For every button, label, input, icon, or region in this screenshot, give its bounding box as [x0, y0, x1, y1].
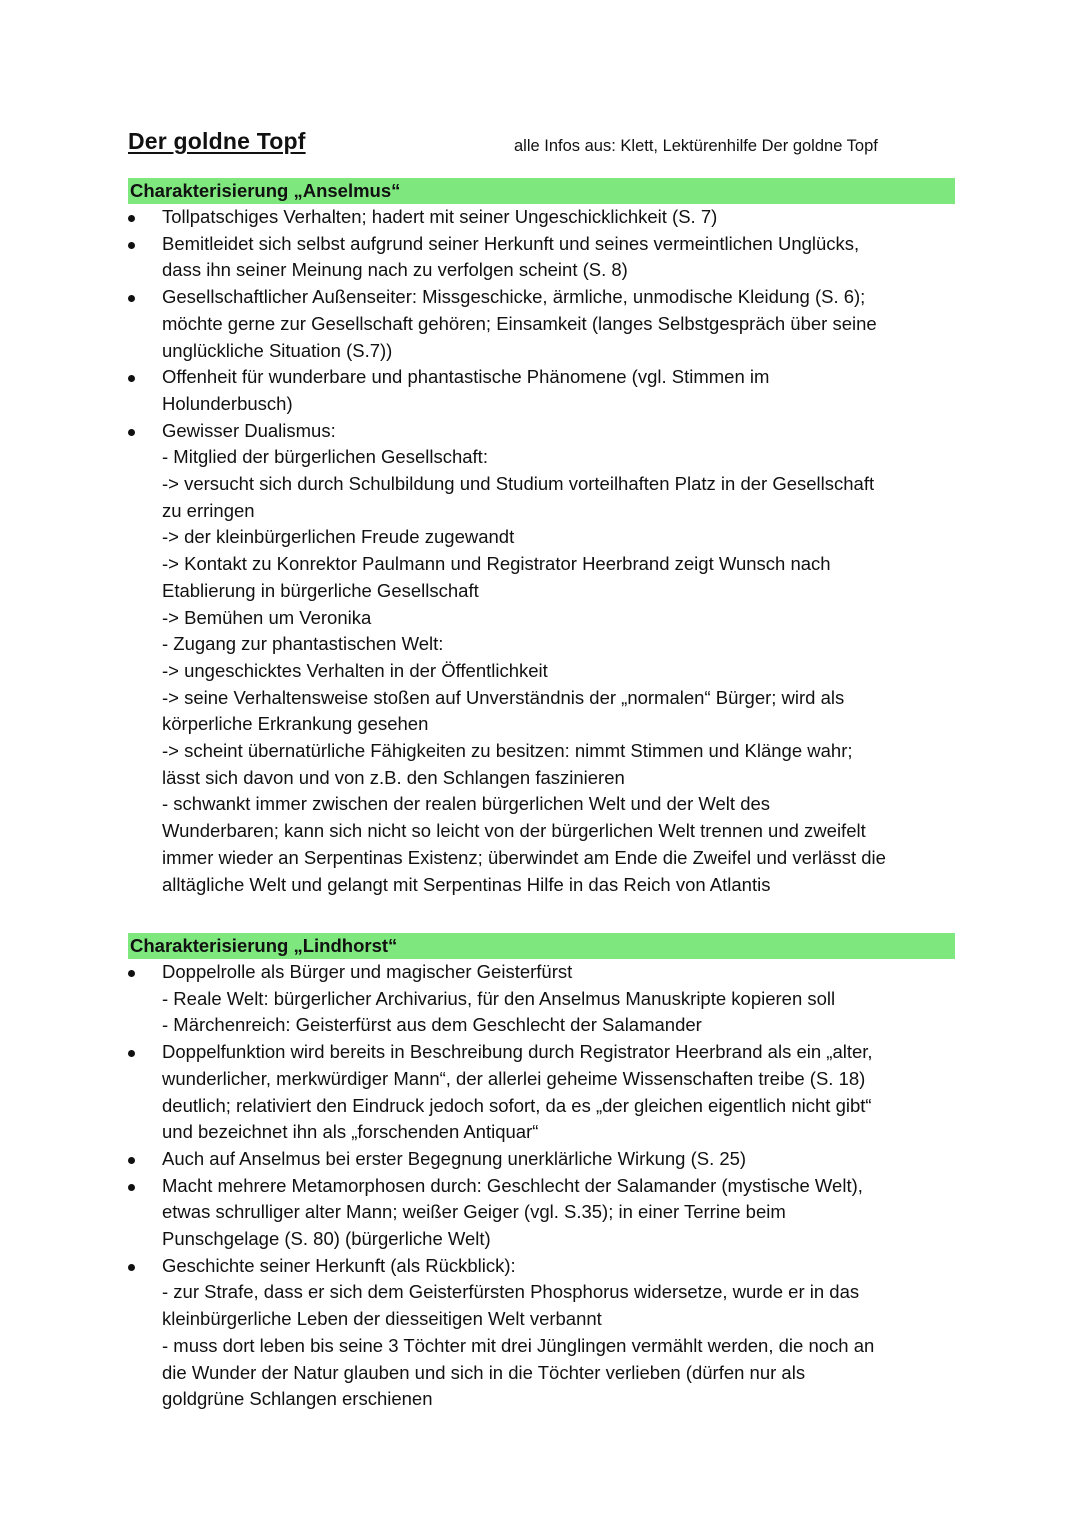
- bullet-icon: [128, 1184, 135, 1191]
- bullet-icon: [128, 375, 135, 382]
- text-line: Wunderbaren; kann sich nicht so leicht von der bürgerlichen Welt trennen und zweifelt: [162, 820, 866, 842]
- text-line: - muss dort leben bis seine 3 Töchter mit drei Jünglingen vermählt werden, die noch an: [162, 1334, 875, 1356]
- bullet-icon: [128, 970, 135, 977]
- text-line: -> versucht sich durch Schulbildung und Studium vorteilhaften Platz in der Gesellschaft: [162, 473, 875, 495]
- bullet-item: [128, 1173, 955, 1253]
- text-line: Auch auf Anselmus bei erster Begegnung unerklärliche Wirkung (S. 25): [162, 1147, 747, 1169]
- text-line: Etablierung in bürgerliche Gesellschaft: [162, 579, 479, 601]
- section-anselmus: [128, 178, 955, 898]
- text-line: -> scheint übernatürliche Fähigkeiten zu besitzen: nimmt Stimmen und Klänge wahr;: [162, 740, 853, 762]
- text-line: Offenheit für wunderbare und phantastische Phänomene (vgl. Stimmen im: [162, 366, 770, 388]
- text-line: - schwankt immer zwischen der realen bürgerlichen Welt und der Welt des: [162, 793, 771, 815]
- bullet-list: [128, 204, 955, 898]
- bullet-icon: [128, 295, 135, 302]
- text-line: Gewisser Dualismus:: [162, 419, 336, 441]
- text-line: -> Kontakt zu Konrektor Paulmann und Registrator Heerbrand zeigt Wunsch nach: [162, 553, 831, 575]
- text-line: - Mitglied der bürgerlichen Gesellschaft:: [162, 446, 488, 468]
- section-lindhorst: [128, 933, 955, 1413]
- bullet-item: [128, 364, 955, 417]
- text-line: kleinbürgerliche Leben der diesseitigen Welt verbannt: [162, 1308, 602, 1330]
- text-line: Punschgelage (S. 80) (bürgerliche Welt): [162, 1228, 491, 1250]
- text-line: die Wunder der Natur glauben und sich in die Töchter verlieben (dürfen nur als: [162, 1361, 806, 1383]
- bullet-item: [128, 204, 955, 231]
- text-line: Doppelrolle als Bürger und magischer Geisterfürst: [162, 961, 573, 982]
- text-line: -> Bemühen um Veronika: [162, 606, 372, 628]
- text-line: goldgrüne Schlangen erschienen: [162, 1388, 433, 1410]
- bullet-icon: [128, 242, 135, 249]
- text-line: immer wieder an Serpentinas Existenz; überwindet am Ende die Zweifel und verlässt die: [162, 846, 886, 868]
- text-line: - Märchenreich: Geisterfürst aus dem Geschlecht der Salamander: [162, 1014, 702, 1036]
- text-line: - zur Strafe, dass er sich dem Geisterfürsten Phosphorus widersetze, wurde er in das: [162, 1281, 860, 1303]
- bullet-item: [128, 418, 955, 899]
- text-line: zu erringen: [162, 499, 255, 521]
- text-line: Bemitleidet sich selbst aufgrund seiner Herkunft und seines vermeintlichen Unglücks,: [162, 232, 860, 254]
- bullet-icon: [128, 215, 135, 222]
- text-line: Doppelfunktion wird bereits in Beschreibung durch Registrator Heerbrand als ein „alter,: [162, 1041, 873, 1063]
- bullet-list: [128, 959, 955, 1413]
- bullet-icon: [128, 1050, 135, 1057]
- text-line: Holunderbusch): [162, 392, 293, 414]
- text-line: -> der kleinbürgerlichen Freude zugewandt: [162, 526, 515, 548]
- bullet-icon: [128, 1264, 135, 1271]
- text-line: und bezeichnet ihn als „forschenden Antiquar“: [162, 1121, 539, 1143]
- bullet-icon: [128, 429, 135, 436]
- text-line: Geschichte seiner Herkunft (als Rückblick):: [162, 1254, 516, 1276]
- text-line: - Zugang zur phantastischen Welt:: [162, 633, 444, 655]
- bullet-item: [128, 284, 955, 364]
- bullet-item: [128, 959, 955, 1039]
- text-line: - Reale Welt: bürgerlicher Archivarius, für den Anselmus Manuskripte kopieren soll: [162, 987, 836, 1009]
- bullet-item: [128, 1146, 955, 1173]
- text-line: körperliche Erkrankung gesehen: [162, 713, 429, 735]
- text-line: Gesellschaftlicher Außenseiter: Missgeschicke, ärmliche, unmodische Kleidung (S. 6);: [162, 286, 866, 308]
- text-line: alltägliche Welt und gelangt mit Serpentinas Hilfe in das Reich von Atlantis: [162, 873, 771, 895]
- section-heading: Charakterisierung „Lindhorst“: [128, 933, 955, 959]
- bullet-item: [128, 1039, 955, 1146]
- bullet-item: [128, 231, 955, 284]
- section-heading: Charakterisierung „Anselmus“: [128, 178, 955, 204]
- text-line: unglückliche Situation (S.7)): [162, 339, 393, 361]
- document-header: [128, 128, 958, 162]
- source-note: alle Infos aus: Klett, Lektürenhilfe Der goldne Topf: [514, 137, 878, 155]
- document-title: Der goldne Topf: [128, 128, 306, 154]
- bullet-icon: [128, 1157, 135, 1164]
- text-line: etwas schrulliger alter Mann; weißer Geiger (vgl. S.35); in einer Terrine beim: [162, 1201, 786, 1223]
- text-line: dass ihn seiner Meinung nach zu verfolgen scheint (S. 8): [162, 259, 628, 281]
- text-line: wunderlicher, merkwürdiger Mann“, der allerlei geheime Wissenschaften treibe (S. 18): [162, 1067, 866, 1089]
- text-line: -> ungeschicktes Verhalten in der Öffentlichkeit: [162, 659, 548, 681]
- text-line: lässt sich davon und von z.B. den Schlangen faszinieren: [162, 766, 625, 788]
- text-line: Macht mehrere Metamorphosen durch: Geschlecht der Salamander (mystische Welt),: [162, 1174, 863, 1196]
- text-line: deutlich; relativiert den Eindruck jedoch sofort, da es „der gleichen eigentlich nicht gibt“: [162, 1094, 872, 1116]
- text-line: -> seine Verhaltensweise stoßen auf Unverständnis der „normalen“ Bürger; wird als: [162, 686, 845, 708]
- bullet-item: [128, 1253, 955, 1413]
- text-line: Tollpatschiges Verhalten; hadert mit seiner Ungeschicklichkeit (S. 7): [162, 206, 718, 227]
- text-line: möchte gerne zur Gesellschaft gehören; Einsamkeit (langes Selbstgespräch über seine: [162, 312, 877, 334]
